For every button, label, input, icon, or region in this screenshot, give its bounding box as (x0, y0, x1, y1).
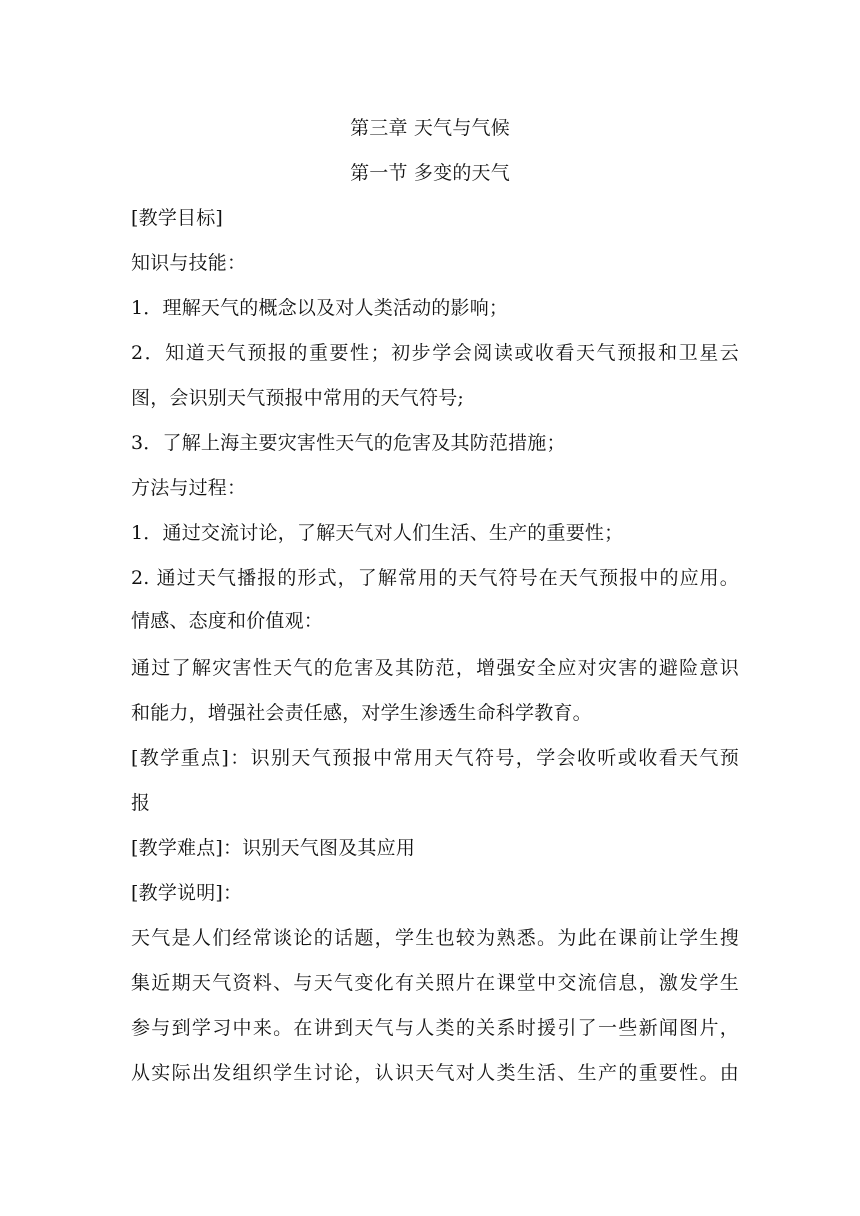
heading-teaching-notes: [教学说明]： (131, 882, 243, 904)
teaching-focus-line-2: 报 (131, 792, 151, 814)
values-paragraph-line-2: 和能力，增强社会责任感，对学生渗透生命科学教育。 (131, 702, 592, 724)
objective-item-2-line-2: 图，会识别天气预报中常用的天气符号; (131, 387, 465, 409)
values-paragraph-line-1: 通过了解灾害性天气的危害及其防范，增强安全应对灾害的避险意识 (131, 657, 739, 679)
objective-item-1: 1．理解天气的概念以及对人类活动的影响； (131, 297, 509, 319)
method-item-2: 2. 通过天气播报的形式，了解常用的天气符号在天气预报中的应用。 (131, 567, 739, 589)
notes-paragraph-line-4: 从实际出发组织学生讨论，认识天气对人类生活、生产的重要性。由 (131, 1062, 739, 1084)
objective-item-2-line-1: 2．知道天气预报的重要性；初步学会阅读或收看天气预报和卫星云 (131, 342, 739, 364)
subheading-knowledge-skills: 知识与技能： (131, 252, 247, 274)
heading-teaching-objectives: [教学目标] (131, 207, 224, 229)
chapter-title: 第三章 天气与气候 (350, 117, 510, 139)
teaching-difficulty: [教学难点]：识别天气图及其应用 (131, 837, 416, 859)
subheading-methods-process: 方法与过程： (131, 477, 247, 499)
section-title: 第一节 多变的天气 (350, 162, 510, 184)
objective-item-3: 3．了解上海主要灾害性天气的危害及其防范措施； (131, 432, 566, 454)
subheading-emotion-values: 情感、态度和价值观： (131, 610, 324, 632)
notes-paragraph-line-1: 天气是人们经常谈论的话题，学生也较为熟悉。为此在课前让学生搜 (131, 927, 739, 949)
teaching-focus-line-1: [教学重点]：识别天气预报中常用天气符号，学会收听或收看天气预 (131, 747, 739, 769)
notes-paragraph-line-3: 参与到学习中来。在讲到天气与人类的关系时援引了一些新闻图片， (131, 1017, 739, 1039)
method-item-1: 1．通过交流讨论，了解天气对人们生活、生产的重要性； (131, 522, 624, 544)
notes-paragraph-line-2: 集近期天气资料、与天气变化有关照片在课堂中交流信息，激发学生 (131, 972, 739, 994)
